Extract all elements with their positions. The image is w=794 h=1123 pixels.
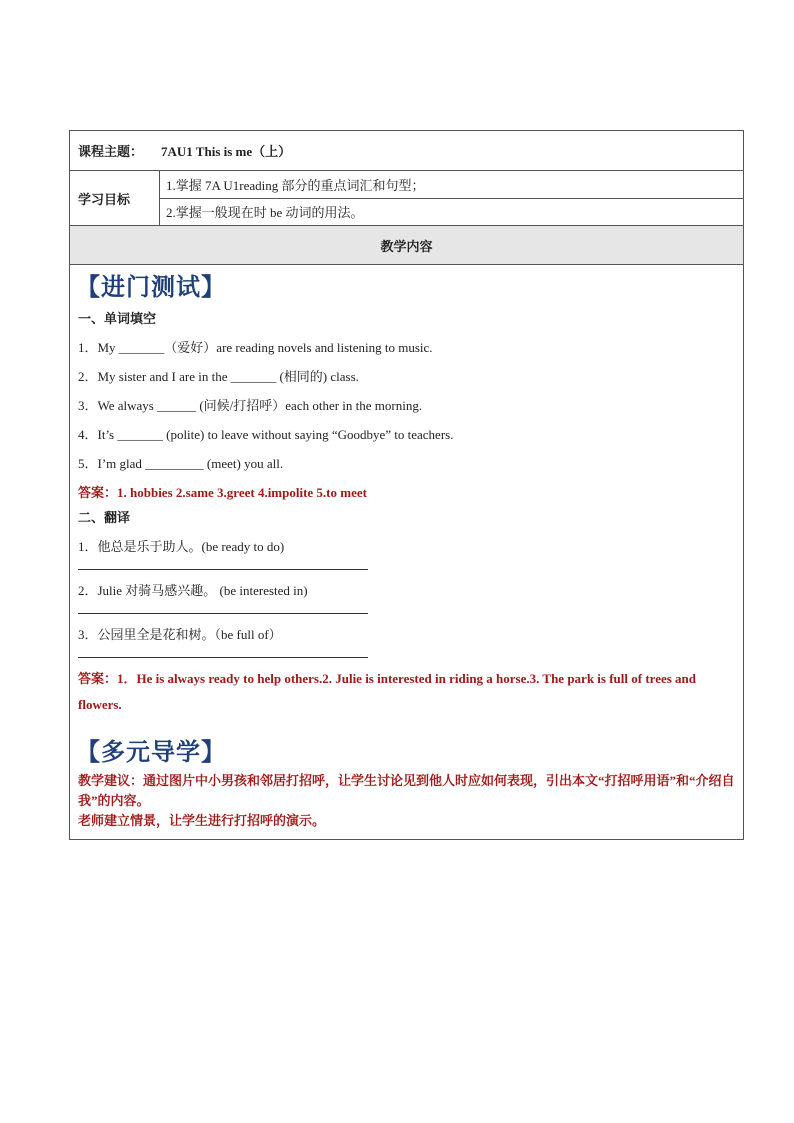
fill-question: 5．I’m glad _________ (meet) you all.: [78, 456, 284, 471]
topic-row: [70, 131, 743, 171]
topic-label: 课程主题：: [78, 144, 144, 159]
goals-row: [70, 171, 743, 226]
fill-question: 1．My _______（爱好）are reading novels and listening to music.: [78, 340, 433, 355]
goals-label: 学习目标: [70, 171, 160, 225]
part1-heading: 一、单词填空: [78, 311, 157, 326]
fill-question: 4．It’s _______ (polite) to leave without saying “Goodbye” to teachers.: [78, 427, 454, 442]
topic-value: 7AU1 This is me（上）: [161, 144, 292, 159]
part2-heading: 二、翻译: [78, 510, 131, 525]
answer-line: [78, 643, 368, 658]
part2-answer: 答案：1．He is always ready to help others.2. Julie is interested in riding a horse.3. The park is full of trees and flowers.: [78, 671, 697, 712]
translate-question: 2．Julie 对骑马感兴趣。 (be interested in): [78, 583, 308, 598]
part1-answer: 答案：1. hobbies 2.same 3.greet 4.impolite 5.to meet: [78, 485, 367, 500]
guide-tip: 老师建立情景，让学生进行打招呼的演示。: [78, 813, 326, 828]
translate-question: 3．公园里全是花和树。（be full of）: [78, 627, 282, 642]
goals-items: [160, 171, 743, 225]
guide-tip: 教学建议：通过图片中小男孩和邻居打招呼，让学生讨论见到他人时应如何表现，引出本文“打招呼用语”和“介绍自我”的内容。: [78, 773, 735, 808]
goal-item: 2.掌握一般现在时 be 动词的用法。: [166, 205, 364, 221]
guide-title: 【多元导学】: [76, 740, 226, 766]
answer-line: [78, 599, 368, 614]
lesson-sheet: [69, 130, 744, 840]
content-header: 教学内容: [70, 226, 743, 265]
fill-question: 3．We always ______ (问候/打招呼）each other in the morning.: [78, 398, 423, 413]
answer-line: [78, 555, 368, 570]
test-title: 【进门测试】: [76, 275, 226, 301]
fill-question: 2．My sister and I are in the _______ (相同的) class.: [78, 369, 359, 384]
content-body: [70, 267, 743, 839]
goal-item: 1.掌握 7A U1reading 部分的重点词汇和句型；: [160, 171, 743, 199]
translate-question: 1．他总是乐于助人。(be ready to do): [78, 539, 285, 554]
